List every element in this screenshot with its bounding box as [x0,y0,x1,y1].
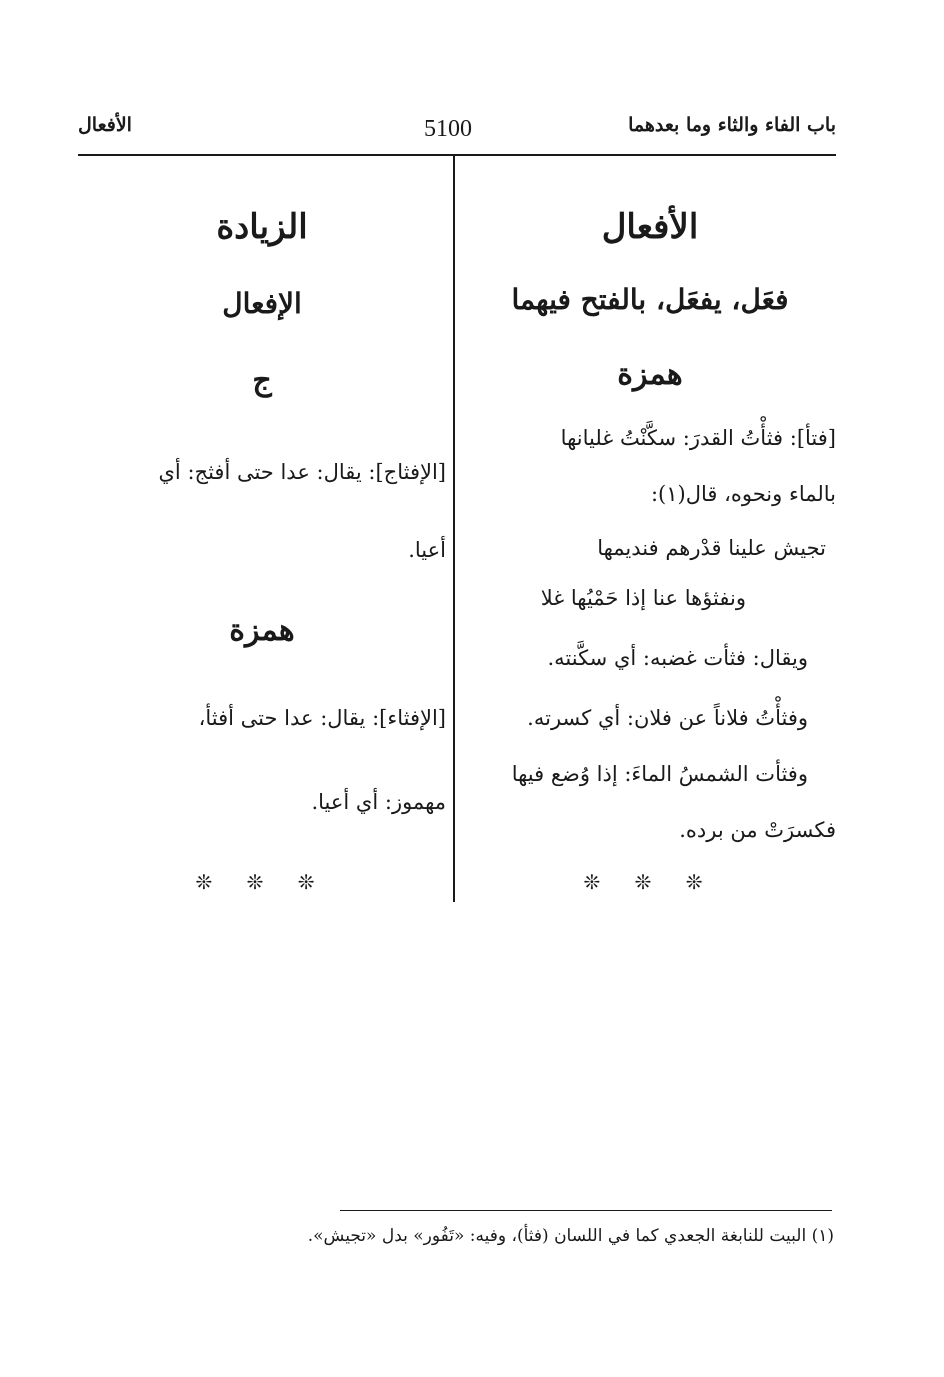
right-column-title: الأفعال [601,207,699,247]
right-column-subtitle: فعَل، يفعَل، بالفتح فيهما [511,283,789,316]
column-divider [453,156,455,902]
running-header-chapter: باب الفاء والثاء وما بعدهما [628,114,836,136]
left-column-section-heading: همزة [229,613,295,648]
running-header-section: الأفعال [78,114,132,136]
entry-line: بالماء ونحوه، قال(١): [650,482,836,506]
left-column-subtitle: الإفعال [222,287,302,320]
page-number: 5100 [424,116,472,142]
section-end-ornament: ❊ ❊ ❊ [195,870,329,894]
entry-line: ويقال: فثأت غضبه: أي سكَّنته. [547,646,808,670]
verse-line: ونفثؤها عنا إذا حَمْيُها غلا [540,586,746,610]
verse-line: تجيش علينا قدْرهم فنديمها [597,536,826,560]
entry-line: [فتأ]: فثأْتُ القدرَ: سكَّنْتُ غليانها [560,426,836,450]
letter-heading: ج [252,363,272,398]
header-rule [78,154,836,156]
right-column-section-heading: همزة [617,357,683,392]
footnote-rule [340,1210,832,1211]
section-end-ornament: ❊ ❊ ❊ [583,870,717,894]
entry-line: مهموز: أي أعيا. [311,790,446,814]
entry-line: وفثأْتُ فلاناً عن فلان: أي كسرته. [527,706,808,730]
entry-line: فكسرَتْ من برده. [679,818,836,842]
entry-line: وفثأت الشمسُ الماءَ: إذا وُضع فيها [511,762,808,786]
footnote: (١) البيت للنابغة الجعدي كما في اللسان (فثأ)، وفيه: «تَفُور» بدل «تجيش». [307,1226,834,1246]
left-column-title: الزيادة [216,207,308,247]
entry-line: أعيا. [408,538,446,562]
entry-line: [الإفثاج]: يقال: عدا حتى أفثج: أي [158,460,446,484]
entry-line: [الإفثاء]: يقال: عدا حتى أفثأ، [198,706,446,730]
